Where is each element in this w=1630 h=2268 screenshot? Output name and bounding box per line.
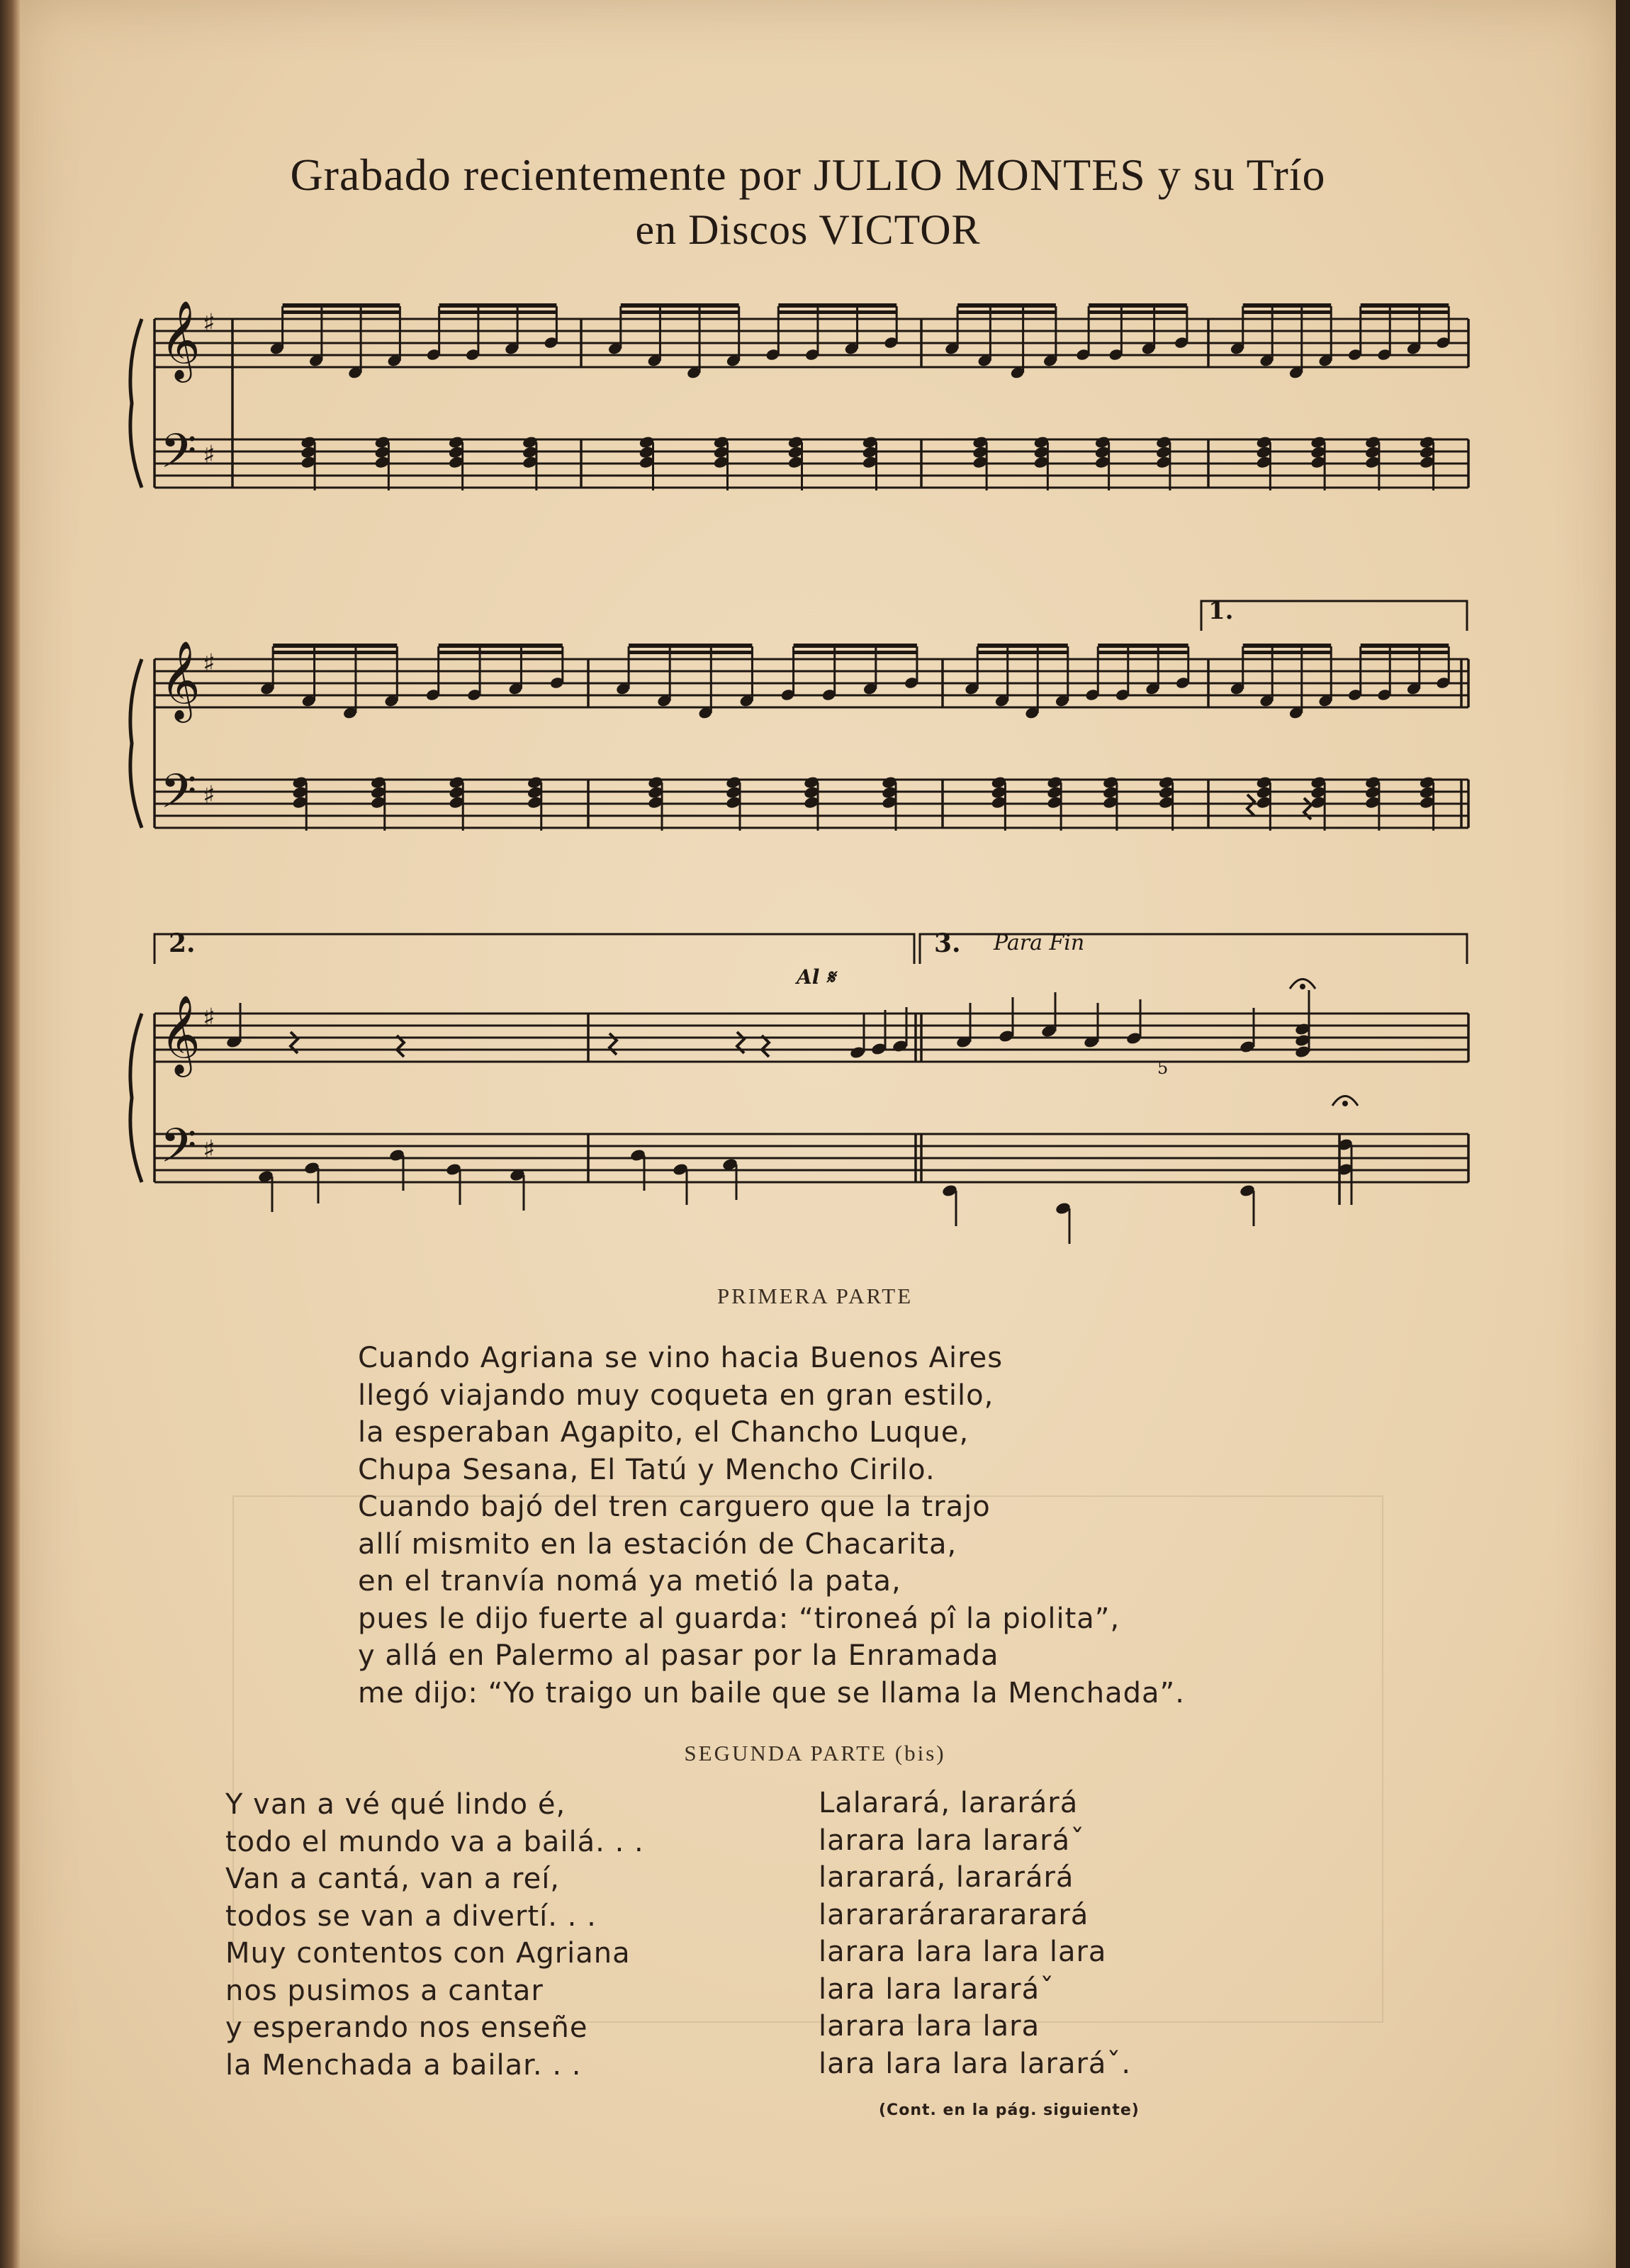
beam [439,644,563,648]
lyric-line: Cuando bajó del tren carguero que la trajo [358,1491,991,1523]
beam [957,303,1056,308]
lyric-line: Cuando Agriana se vino hacia Buenos Aires [358,1342,1004,1374]
beam [794,644,917,648]
volta-labels [169,597,1234,1078]
para-fin-label: Para Fin [994,931,1085,955]
beam [1089,303,1187,308]
beam [1098,651,1188,654]
bass-clef: 𝄢 [160,1118,197,1184]
lyric-line: me dijo: “Yo traigo un baile que se llama la Menchada”. [358,1676,1185,1710]
lyric-line: lara lara lara lararáˇ. [819,2047,1132,2080]
beam [1243,644,1332,648]
clefs [160,300,215,1184]
beam [1361,651,1449,654]
segunda-parte-lyrics-right [819,1785,1131,2082]
lyric-line: todo el mundo va a bailá. . . [225,1825,644,1858]
recording-credit: Grabado recientemente por JULIO MONTES y su Trío [290,150,1326,200]
segunda-parte-title: SEGUNDA PARTE (bis) [684,1741,946,1765]
primera-parte-lyrics [358,1340,1185,1712]
ending-2-label: 2. [169,928,196,958]
beam [1243,303,1332,308]
key-signature-sharp: ♯ [203,309,215,338]
beam [957,310,1056,314]
beam [977,644,1068,648]
lyric-line: llegó viajando muy coqueta en gran estilo, [358,1379,994,1412]
lyric-line: Y van a vé qué lindo é, [225,1788,566,1821]
lyric-line: nos pusimos a cantar [225,1974,544,2007]
lyric-line: lararará, lararárá [819,1861,1074,1894]
beam [778,310,896,314]
volta-bracket-2 [154,934,914,964]
beam [273,651,397,654]
beam [1243,310,1332,314]
volta-bracket-1 [1201,601,1467,631]
lyric-line: larara lara lararáˇ [819,1824,1086,1857]
beam [1361,644,1449,648]
treble-clef: 𝄞 [160,994,201,1074]
beam [977,651,1068,654]
key-signature-sharp: ♯ [203,1004,215,1033]
beam [1361,310,1449,314]
lyric-line: larara lara lara [819,2010,1040,2043]
quintuplet-label: 5 [1157,1058,1169,1078]
beam [629,651,752,654]
bass-clef: 𝄢 [160,764,197,830]
beam [1089,310,1187,314]
beam [283,303,400,308]
beam [1243,651,1332,654]
key-signature-sharp: ♯ [203,781,215,810]
lyric-line: en el tranvía nomá ya metió la pata, [358,1565,901,1598]
lyric-line: Lalarará, lararárá [819,1787,1079,1819]
beam [621,310,739,314]
key-signature-sharp: ♯ [203,1135,215,1164]
continued-note: (Cont. en la pág. siguiente) [879,2101,1140,2119]
ending-3-label: 3. [934,928,961,958]
beam [439,310,557,314]
treble-clef: 𝄞 [160,640,201,719]
lyric-line: Chupa Sesana, El Tatú y Mencho Cirilo. [358,1453,935,1486]
beam [1098,644,1188,648]
ending-1-label: 1. [1208,597,1234,625]
note-heads [225,336,1451,1216]
beam [629,644,752,648]
beam [273,644,397,648]
key-signature-sharp: ♯ [203,649,215,678]
record-label: en Discos VICTOR [635,206,981,253]
beam [439,303,557,308]
beam [283,310,400,314]
lyric-line: Muy contentos con Agriana [225,1937,631,1970]
system-brace [130,659,142,828]
lyric-line: larararárarararará [819,1898,1089,1931]
lyric-line: larara lara lara lara [819,1936,1107,1968]
system-brace [130,1014,142,1182]
system-brace [130,319,142,488]
rest [1247,795,1254,816]
beam [1361,303,1449,308]
al-segno-label: Al 𝄋 [797,965,836,989]
beam [439,651,563,654]
bass-clef: 𝄢 [160,424,197,490]
key-signature-sharp: ♯ [203,441,215,470]
staff-lines [154,319,1468,1182]
lyric-line: pues le dijo fuerte al guarda: “tironeá pî la piolita”, [358,1602,1120,1635]
beam [778,303,896,308]
lyric-line: la esperaban Agapito, el Chancho Luque, [358,1416,969,1449]
lyric-line: allí mismito en la estación de Chacarita, [358,1527,957,1561]
lyric-line: y esperando nos enseñe [225,2011,588,2044]
lyric-line: la Menchada a bailar. . . [225,2048,582,2082]
lyric-line: Van a cantá, van a reí, [225,1863,561,1895]
treble-clef: 𝄞 [160,300,201,379]
primera-parte-title: PRIMERA PARTE [716,1284,914,1308]
beam [621,303,739,308]
lyric-line: todos se van a divertí. . . [225,1899,597,1933]
lyric-line: y allá en Palermo al pasar por la Enramada [358,1639,999,1672]
beam [794,651,917,654]
segunda-parte-lyrics-left [225,1786,644,2084]
lyric-line: lara lara lararáˇ [819,1972,1055,2006]
note-stems [240,306,1449,1244]
